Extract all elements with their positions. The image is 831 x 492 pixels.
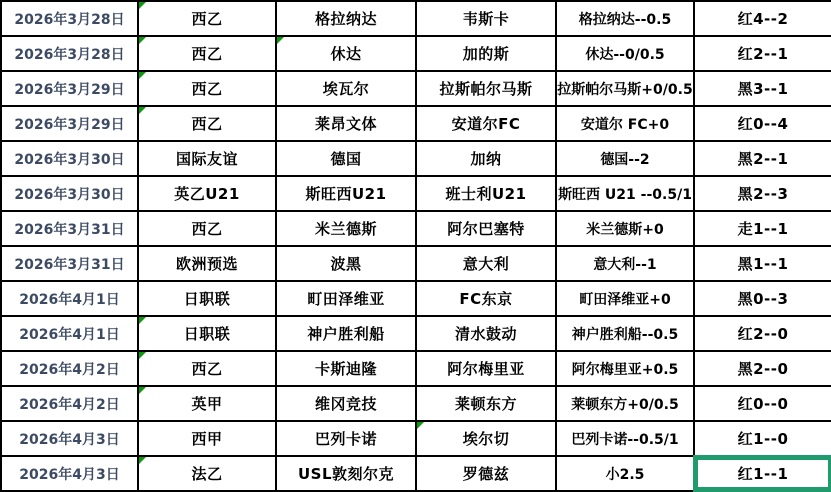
cell-handicap-pick[interactable]: 神户胜利船--0.5 <box>556 316 694 351</box>
stored-as-text-indicator-icon <box>139 457 146 464</box>
cell-home-team[interactable]: USL敦刻尔克 <box>276 456 416 491</box>
cell-home-team[interactable]: 波黑 <box>276 246 416 281</box>
cell-home-team[interactable]: 格拉纳达 <box>276 1 416 36</box>
cell-league[interactable]: 西乙 <box>138 36 276 71</box>
stored-as-text-indicator-icon <box>139 107 146 114</box>
table-row <box>1 386 831 421</box>
table-row <box>1 246 831 281</box>
stored-as-text-indicator-icon <box>139 37 146 44</box>
cell-date[interactable]: 2026年3月30日 <box>1 176 138 211</box>
cell-home-team[interactable]: 卡斯迪隆 <box>276 351 416 386</box>
table-row <box>1 351 831 386</box>
cell-home-team[interactable]: 莱昂文体 <box>276 106 416 141</box>
cell-league[interactable]: 西甲 <box>138 421 276 456</box>
cell-date[interactable]: 2026年4月2日 <box>1 351 138 386</box>
cell-away-team[interactable]: 意大利 <box>416 246 556 281</box>
cell-home-team[interactable]: 米兰德斯 <box>276 211 416 246</box>
cell-result[interactable]: 红0--0 <box>694 386 831 421</box>
cell-home-team[interactable]: 神户胜利船 <box>276 316 416 351</box>
cell-handicap-pick[interactable]: 小2.5 <box>556 456 694 491</box>
cell-league[interactable]: 英乙U21 <box>138 176 276 211</box>
cell-away-team[interactable]: 加的斯 <box>416 36 556 71</box>
cell-away-team[interactable]: 莱顿东方 <box>416 386 556 421</box>
cell-result[interactable]: 走1--1 <box>694 211 831 246</box>
cell-home-team[interactable]: 休达 <box>276 36 416 71</box>
cell-result[interactable]: 红2--1 <box>694 36 831 71</box>
table-row <box>1 36 831 71</box>
table-row <box>1 176 831 211</box>
cell-away-team[interactable]: 拉斯帕尔马斯 <box>416 71 556 106</box>
cell-date[interactable]: 2026年3月31日 <box>1 246 138 281</box>
cell-handicap-pick[interactable]: 阿尔梅里亚+0.5 <box>556 351 694 386</box>
cell-result[interactable]: 红4--2 <box>694 1 831 36</box>
cell-league[interactable]: 欧洲预选 <box>138 246 276 281</box>
cell-handicap-pick[interactable]: 巴列卡诺--0.5/1 <box>556 421 694 456</box>
cell-away-team[interactable]: 韦斯卡 <box>416 1 556 36</box>
cell-date[interactable]: 2026年3月28日 <box>1 36 138 71</box>
cell-result[interactable]: 红1--0 <box>694 421 831 456</box>
cell-away-team[interactable]: 阿尔巴塞特 <box>416 211 556 246</box>
cell-home-team[interactable]: 维冈竞技 <box>276 386 416 421</box>
cell-league[interactable]: 国际友谊 <box>138 141 276 176</box>
stored-as-text-indicator-icon <box>139 352 146 359</box>
table-row <box>1 211 831 246</box>
cell-away-team[interactable]: 罗德兹 <box>416 456 556 491</box>
cell-handicap-pick[interactable]: 意大利--1 <box>556 246 694 281</box>
cell-league[interactable]: 西乙 <box>138 106 276 141</box>
cell-result[interactable]: 黑2--3 <box>694 176 831 211</box>
cell-away-team[interactable]: 阿尔梅里亚 <box>416 351 556 386</box>
cell-date[interactable]: 2026年3月29日 <box>1 71 138 106</box>
cell-home-team[interactable]: 埃瓦尔 <box>276 71 416 106</box>
cell-away-team[interactable]: 安道尔FC <box>416 106 556 141</box>
table-row <box>1 421 831 456</box>
cell-result[interactable]: 黑1--1 <box>694 246 831 281</box>
cell-league[interactable]: 西乙 <box>138 351 276 386</box>
cell-result[interactable]: 黑0--3 <box>694 281 831 316</box>
cell-date[interactable]: 2026年3月31日 <box>1 211 138 246</box>
table-row <box>1 316 831 351</box>
cell-handicap-pick[interactable]: 休达--0/0.5 <box>556 36 694 71</box>
cell-handicap-pick[interactable]: 米兰德斯+0 <box>556 211 694 246</box>
cell-league[interactable]: 日职联 <box>138 316 276 351</box>
cell-home-team[interactable]: 町田泽维亚 <box>276 281 416 316</box>
cell-away-team[interactable]: FC东京 <box>416 281 556 316</box>
cell-result[interactable]: 红2--0 <box>694 316 831 351</box>
cell-league[interactable]: 西乙 <box>138 211 276 246</box>
cell-result[interactable]: 黑2--0 <box>694 351 831 386</box>
cell-away-team[interactable]: 班士利U21 <box>416 176 556 211</box>
stored-as-text-indicator-icon <box>139 387 146 394</box>
table-row <box>1 281 831 316</box>
cell-handicap-pick[interactable]: 安道尔 FC+0 <box>556 106 694 141</box>
table-row <box>1 141 831 176</box>
cell-league[interactable]: 日职联 <box>138 281 276 316</box>
table-row <box>1 1 831 36</box>
cell-result[interactable]: 黑2--1 <box>694 141 831 176</box>
cell-away-team[interactable]: 清水鼓动 <box>416 316 556 351</box>
cell-league[interactable]: 法乙 <box>138 456 276 491</box>
table-row <box>1 106 831 141</box>
cell-home-team[interactable]: 巴列卡诺 <box>276 421 416 456</box>
cell-date[interactable]: 2026年3月28日 <box>1 1 138 36</box>
cell-league[interactable]: 西乙 <box>138 1 276 36</box>
cell-date[interactable]: 2026年4月1日 <box>1 316 138 351</box>
cell-handicap-pick[interactable]: 町田泽维亚+0 <box>556 281 694 316</box>
stored-as-text-indicator-icon <box>277 37 284 44</box>
cell-away-team[interactable]: 埃尔切 <box>416 421 556 456</box>
cell-handicap-pick[interactable]: 拉斯帕尔马斯+0/0.5 <box>556 71 694 106</box>
cell-handicap-pick[interactable]: 格拉纳达--0.5 <box>556 1 694 36</box>
cell-date[interactable]: 2026年4月1日 <box>1 281 138 316</box>
cell-handicap-pick[interactable]: 斯旺西 U21 --0.5/1 <box>556 176 694 211</box>
cell-date[interactable]: 2026年4月2日 <box>1 386 138 421</box>
cell-date[interactable]: 2026年4月3日 <box>1 456 138 491</box>
match-table-body <box>1 1 831 491</box>
stored-as-text-indicator-icon <box>417 422 424 429</box>
selected-cell-result[interactable]: 红1--1 <box>694 456 831 491</box>
cell-result[interactable]: 红0--4 <box>694 106 831 141</box>
cell-home-team[interactable]: 德国 <box>276 141 416 176</box>
stored-as-text-indicator-icon <box>139 72 146 79</box>
cell-date[interactable]: 2026年3月30日 <box>1 141 138 176</box>
cell-league[interactable]: 英甲 <box>138 386 276 421</box>
cell-home-team[interactable]: 斯旺西U21 <box>276 176 416 211</box>
cell-league[interactable]: 西乙 <box>138 71 276 106</box>
cell-handicap-pick[interactable]: 莱顿东方+0/0.5 <box>556 386 694 421</box>
cell-result[interactable]: 黑3--1 <box>694 71 831 106</box>
cell-date[interactable]: 2026年3月29日 <box>1 106 138 141</box>
cell-date[interactable]: 2026年4月3日 <box>1 421 138 456</box>
table-row <box>1 71 831 106</box>
stored-as-text-indicator-icon <box>139 317 146 324</box>
table-row <box>1 456 831 491</box>
cell-away-team[interactable]: 加纳 <box>416 141 556 176</box>
cell-handicap-pick[interactable]: 德国--2 <box>556 141 694 176</box>
stored-as-text-indicator-icon <box>139 2 146 9</box>
